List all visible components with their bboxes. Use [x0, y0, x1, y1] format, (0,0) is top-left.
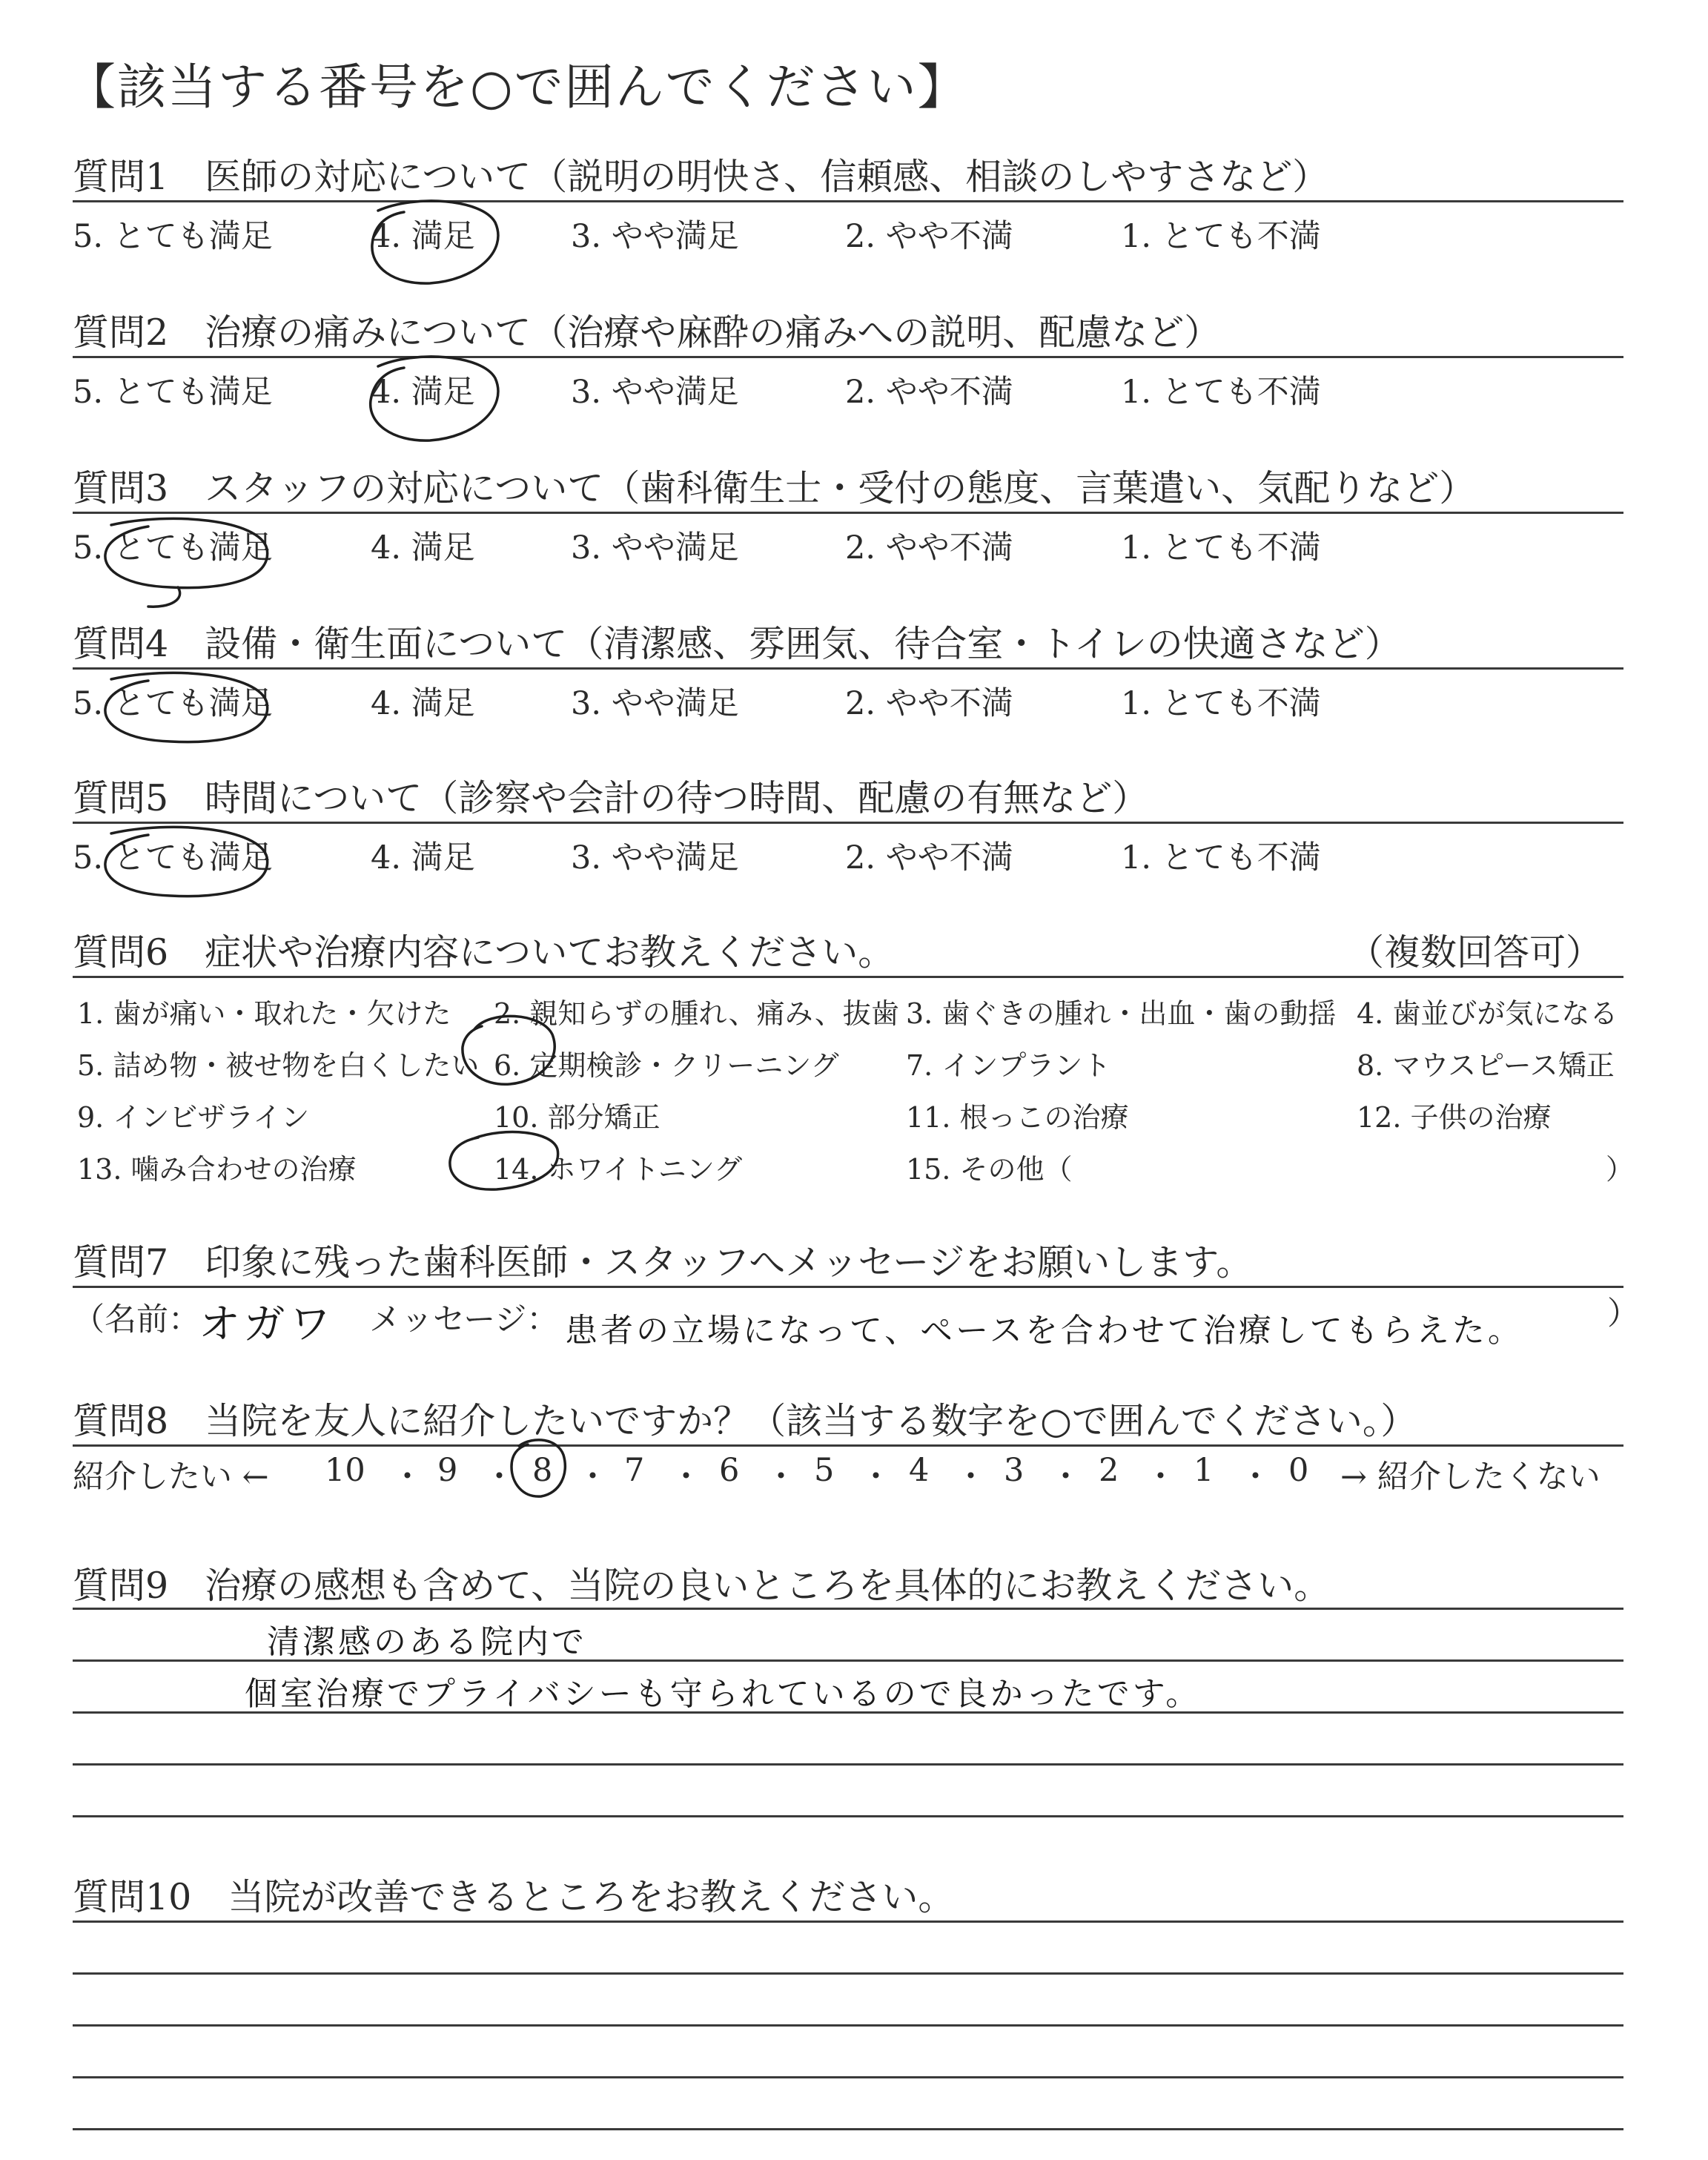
- rating-option-4[interactable]: 4. 満足: [371, 374, 475, 411]
- question-title: 質問8 当院を友人に紹介したいですか？（該当する数字を○で囲んでください。）: [73, 1400, 1417, 1442]
- name-handwritten[interactable]: オガワ: [199, 1301, 336, 1349]
- rating-option-5[interactable]: 5. とても満足: [73, 685, 273, 722]
- rating-option-5[interactable]: 5. とても満足: [73, 374, 273, 411]
- rating-option-1[interactable]: 1. とても不満: [1121, 839, 1321, 876]
- selection-circle-q1: [372, 201, 498, 283]
- symptom-option[interactable]: 3. 歯ぐきの腫れ・出血・歯の動揺: [906, 997, 1337, 1030]
- selection-circle-q8: [512, 1440, 565, 1496]
- message-handwritten[interactable]: 患者の立場になって、ペースを合わせて治療してもらえた。: [565, 1312, 1523, 1350]
- rating-option-1[interactable]: 1. とても不満: [1121, 529, 1321, 567]
- scale-9[interactable]: 9: [437, 1452, 458, 1489]
- scale-6[interactable]: 6: [719, 1452, 740, 1489]
- question-title: 質問4 設備・衛生面について（清潔感、雰囲気、待合室・トイレの快適さなど）: [73, 623, 1401, 665]
- selection-circle-q4: [105, 673, 268, 742]
- rating-option-4[interactable]: 4. 満足: [371, 839, 475, 876]
- scale-7[interactable]: 7: [624, 1452, 645, 1489]
- scale-5[interactable]: 5: [814, 1452, 835, 1489]
- scale-4[interactable]: 4: [909, 1452, 930, 1489]
- rating-option-2[interactable]: 2. やや不満: [845, 685, 1013, 722]
- recommend-label: 紹介したい ←: [73, 1459, 269, 1496]
- scale-0[interactable]: 0: [1288, 1452, 1309, 1489]
- question-title: 質問10 当院が改善できるところをお教えください。: [73, 1876, 955, 1918]
- name-label: （名前：: [73, 1301, 200, 1338]
- symptom-option-other[interactable]: 15. その他（: [906, 1153, 1073, 1186]
- selection-circle-q2: [371, 357, 498, 440]
- symptom-option[interactable]: 5. 詰め物・被せ物を白くしたい: [77, 1049, 480, 1082]
- page-title: 【該当する番号を○で囲んでください】: [67, 59, 968, 116]
- selection-circle-q5: [105, 827, 268, 896]
- rating-option-5[interactable]: 5. とても満足: [73, 529, 273, 567]
- rating-option-1[interactable]: 1. とても不満: [1121, 685, 1321, 722]
- question-title: 質問7 印象に残った歯科医師・スタッフへメッセージをお願いします。: [73, 1241, 1253, 1284]
- symptom-option[interactable]: 12. 子供の治療: [1357, 1101, 1552, 1134]
- answer-handwritten-line-2[interactable]: 個室治療でプライバシーも守られているので良かったです。: [245, 1675, 1202, 1713]
- other-close-paren: ）: [1606, 1153, 1635, 1186]
- multiple-answer-note: （複数回答可）: [1348, 931, 1603, 974]
- symptom-option[interactable]: 11. 根っこの治療: [906, 1101, 1129, 1134]
- symptom-option[interactable]: 13. 噛み合わせの治療: [77, 1153, 357, 1186]
- rating-option-3[interactable]: 3. やや満足: [571, 685, 739, 722]
- answer-handwritten-line-1[interactable]: 清潔感のある院内で: [267, 1623, 587, 1661]
- scale-3[interactable]: 3: [1004, 1452, 1025, 1489]
- rating-option-2[interactable]: 2. やや不満: [845, 218, 1013, 255]
- symptom-option[interactable]: 8. マウスピース矯正: [1357, 1049, 1615, 1082]
- scale-1[interactable]: 1: [1194, 1452, 1214, 1489]
- scale-8[interactable]: 8: [532, 1452, 553, 1489]
- symptom-option[interactable]: 2. 親知らずの腫れ、痛み、抜歯: [494, 997, 899, 1030]
- rating-option-5[interactable]: 5. とても満足: [73, 839, 273, 876]
- question-title: 質問2 治療の痛みについて（治療や麻酔の痛みへの説明、配慮など）: [73, 311, 1221, 354]
- selection-circle-q6-item-14: [450, 1132, 558, 1190]
- question-title: 質問3 スタッフの対応について（歯科衛生士・受付の態度、言葉遣い、気配りなど）: [73, 467, 1476, 509]
- not-recommend-label: → 紹介したくない: [1340, 1459, 1601, 1496]
- symptom-option[interactable]: 6. 定期検診・クリーニング: [494, 1049, 839, 1082]
- rating-option-1[interactable]: 1. とても不満: [1121, 374, 1321, 411]
- rating-option-1[interactable]: 1. とても不満: [1121, 218, 1321, 255]
- question-title: 質問6 症状や治療内容についてお教えください。: [73, 931, 895, 974]
- scale-10[interactable]: 10: [325, 1452, 365, 1489]
- rating-option-2[interactable]: 2. やや不満: [845, 529, 1013, 567]
- rating-option-4[interactable]: 4. 満足: [371, 218, 475, 255]
- rating-option-2[interactable]: 2. やや不満: [845, 374, 1013, 411]
- message-close-paren: ）: [1607, 1295, 1639, 1332]
- rating-option-3[interactable]: 3. やや満足: [571, 218, 739, 255]
- symptom-option[interactable]: 4. 歯並びが気になる: [1357, 997, 1618, 1030]
- question-title: 質問5 時間について（診察や会計の待つ時間、配慮の有無など）: [73, 777, 1149, 819]
- selection-circle-q6-item-6: [463, 1016, 555, 1084]
- scale-2[interactable]: 2: [1099, 1452, 1119, 1489]
- selection-circle-q3: [105, 518, 268, 607]
- rating-option-2[interactable]: 2. やや不満: [845, 839, 1013, 876]
- symptom-option[interactable]: 1. 歯が痛い・取れた・欠けた: [77, 997, 451, 1030]
- symptom-option[interactable]: 7. インプラント: [906, 1049, 1111, 1082]
- rating-option-5[interactable]: 5. とても満足: [73, 218, 273, 255]
- rating-option-3[interactable]: 3. やや満足: [571, 839, 739, 876]
- rating-option-3[interactable]: 3. やや満足: [571, 529, 739, 567]
- message-label: メッセージ：: [369, 1301, 559, 1338]
- question-title: 質問1 医師の対応について（説明の明快さ、信頼感、相談のしやすさなど）: [73, 156, 1329, 198]
- question-title: 質問9 治療の感想も含めて、当院の良いところを具体的にお教えください。: [73, 1565, 1331, 1607]
- symptom-option[interactable]: 9. インビザライン: [77, 1101, 310, 1134]
- symptom-option[interactable]: 14. ホワイトニング: [494, 1153, 743, 1186]
- symptom-option[interactable]: 10. 部分矯正: [494, 1101, 661, 1134]
- rating-option-4[interactable]: 4. 満足: [371, 529, 475, 567]
- rating-option-4[interactable]: 4. 満足: [371, 685, 475, 722]
- rating-option-3[interactable]: 3. やや満足: [571, 374, 739, 411]
